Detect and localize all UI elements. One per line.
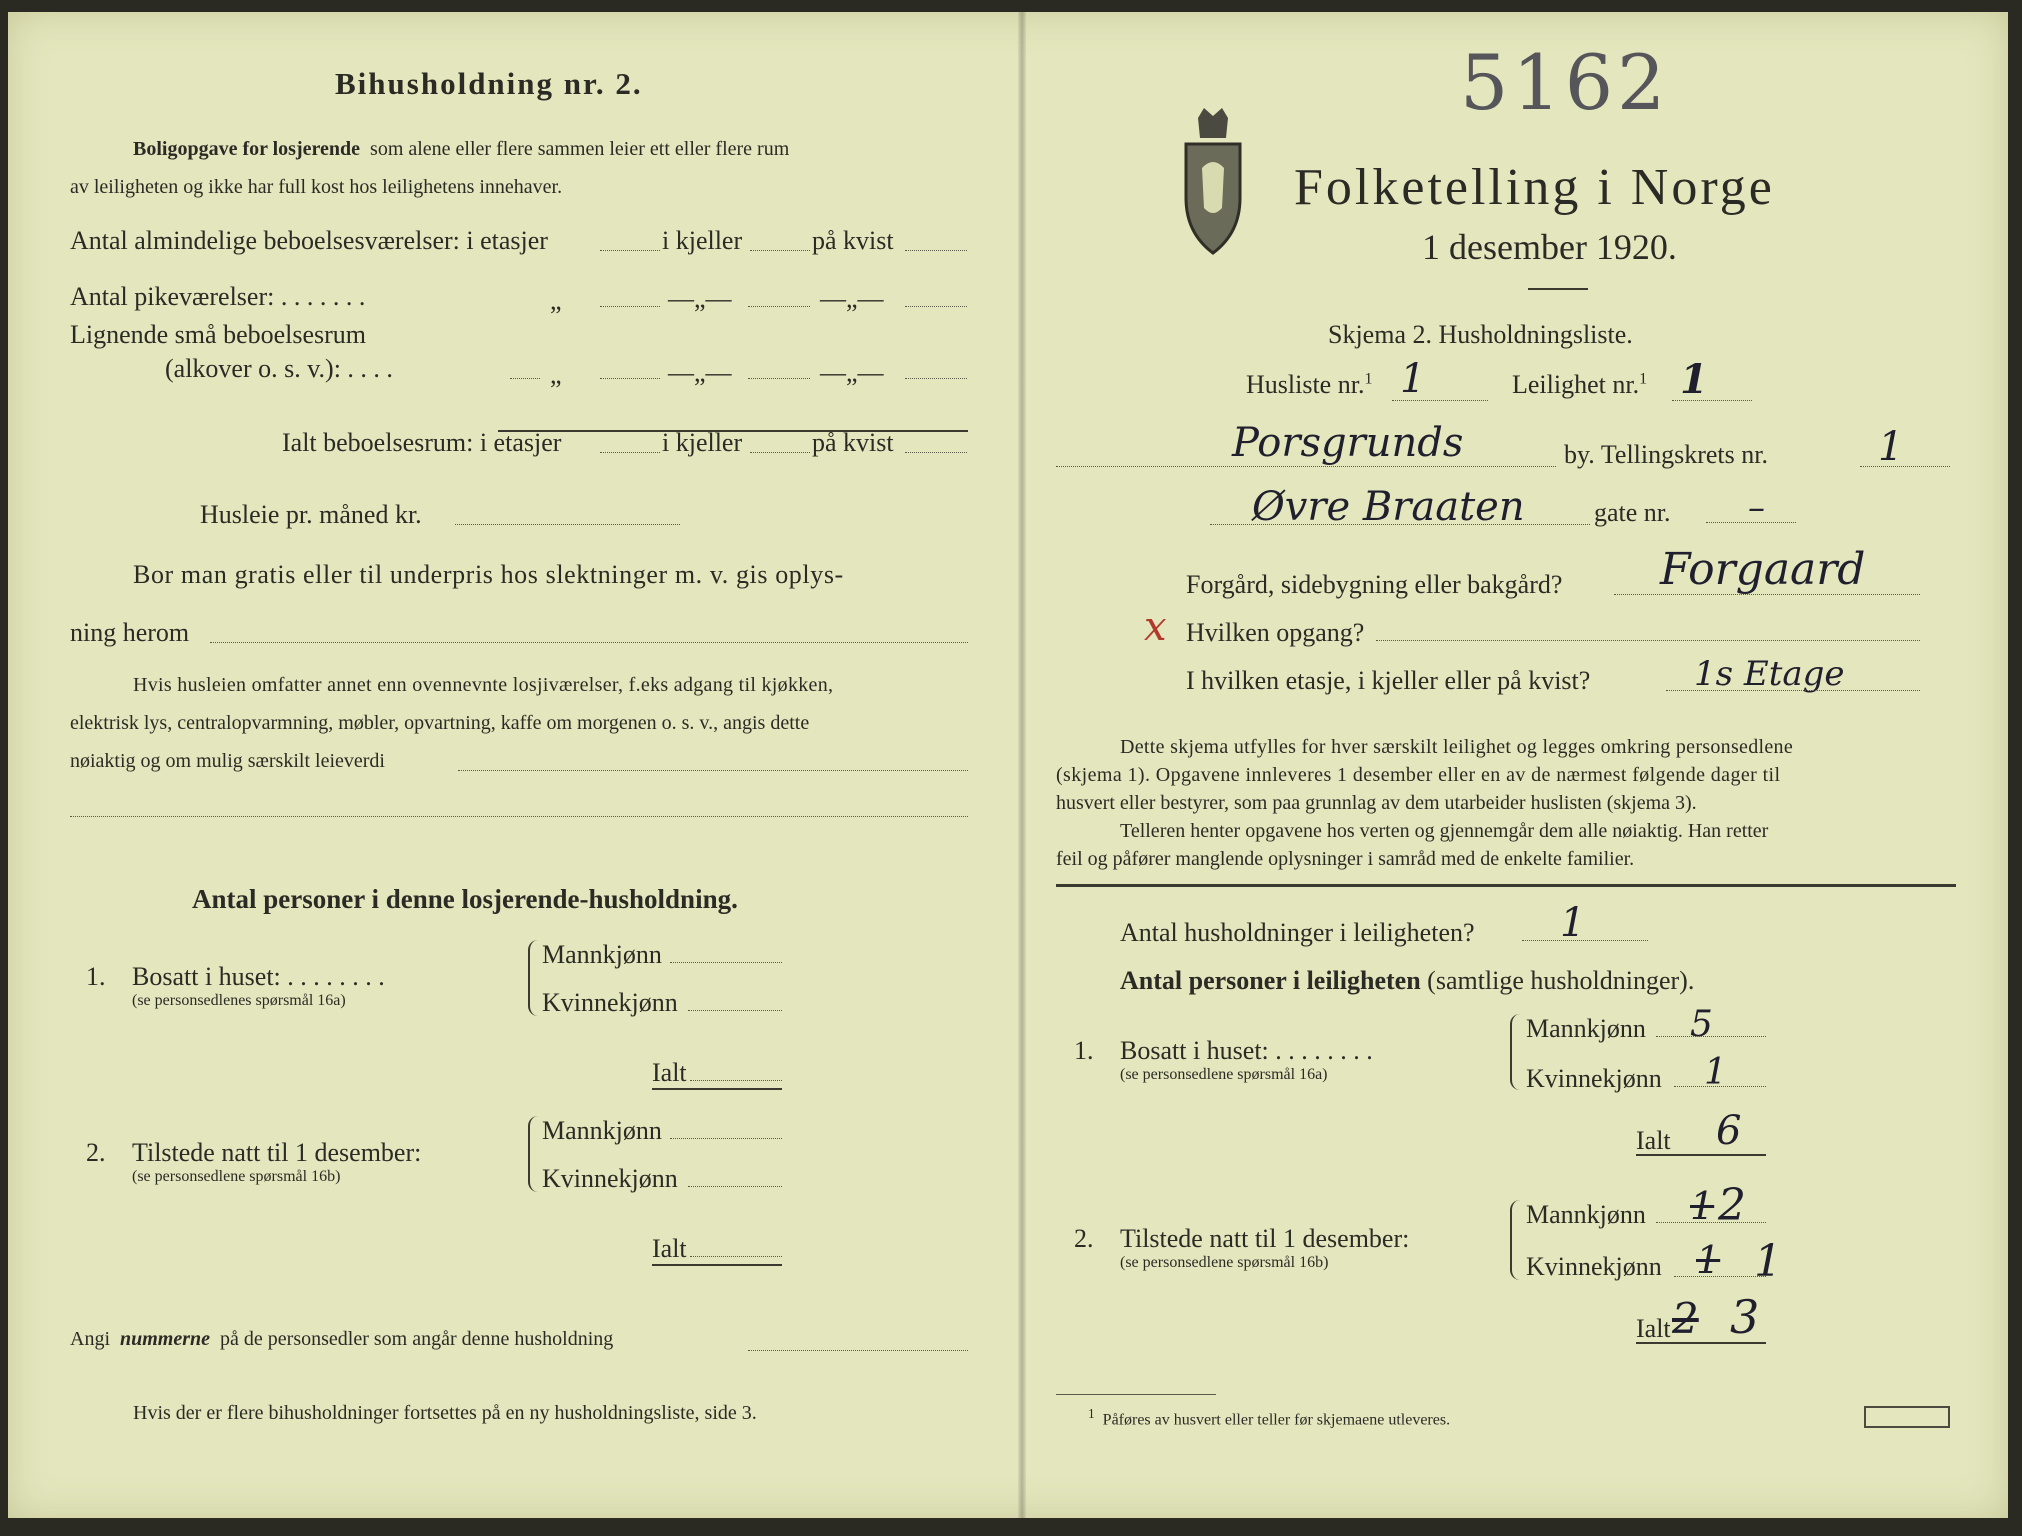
ialt-kvist-field[interactable]: [905, 452, 967, 453]
gratis-field[interactable]: [210, 642, 968, 643]
left-q1-label: Bosatt i huset: . . . . . . . .: [132, 962, 385, 991]
norway-coat-of-arms-icon: [1168, 108, 1258, 258]
right-q1-number: 1.: [1074, 1036, 1094, 1065]
pike-etasjer-field[interactable]: [600, 306, 660, 307]
intro-rest: som alene eller flere sammen leier ett eller flere rum: [370, 138, 790, 160]
title-divider: [1528, 288, 1588, 290]
right-q1-mann-label: Mannkjønn: [1526, 1014, 1646, 1043]
intro-line-1: [133, 138, 789, 161]
left-q2-mann-label: Mannkjønn: [542, 1116, 662, 1145]
small-etasjer-field[interactable]: [600, 378, 660, 379]
rooms-label: Antal almindelige beboelsesværelser: i etasjer: [70, 226, 548, 255]
left-q1-kvinne-label: Kvinnekjønn: [542, 988, 678, 1017]
rent-field[interactable]: [455, 524, 680, 525]
ialt-kvist-label: på kvist: [812, 428, 894, 457]
husliste-field: [1392, 400, 1488, 401]
pike-ditto-3: —„—: [820, 284, 884, 313]
footnote-divider: [1056, 1394, 1216, 1395]
pike-ditto-2: —„—: [668, 284, 732, 313]
left-q1-ialt-field[interactable]: [690, 1080, 782, 1081]
street-field: [1210, 524, 1590, 525]
rent-label: Husleie pr. måned kr.: [200, 500, 422, 529]
right-q2-sub: (se personsedlene spørsmål 16b): [1120, 1254, 1329, 1271]
husliste-footnote-mark: 1: [1364, 370, 1373, 388]
footnote-text: Påføres av husvert eller teller før skjemaene utleveres.: [1102, 1411, 1451, 1429]
right-q1-mann-field: [1656, 1036, 1766, 1037]
leilighet-footnote-mark: 1: [1639, 370, 1648, 388]
right-q1-ialt-label: Ialt: [1636, 1126, 1671, 1155]
small-rooms-pre-field[interactable]: [510, 378, 540, 379]
etasje-field: [1666, 690, 1920, 691]
instruction-line-1: Dette skjema utfylles for hver særskilt leilighet og legges omkring personsedlene: [1120, 736, 1794, 758]
right-q2-kvinne-struck: 1: [1696, 1238, 1721, 1282]
right-q2-ialt-value[interactable]: 3: [1730, 1290, 1760, 1344]
left-q2-sub: (se personsedlene spørsmål 16b): [132, 1168, 341, 1185]
pike-ditto-1: „: [550, 286, 562, 315]
gate-value[interactable]: –: [1748, 488, 1765, 528]
pike-kvist-field[interactable]: [905, 306, 967, 307]
right-q2-mann-value[interactable]: 2: [1718, 1180, 1746, 1231]
left-q1-brace: [528, 940, 540, 1016]
right-q2-kvinne-value[interactable]: 1: [1754, 1236, 1782, 1287]
red-x-mark: x: [1144, 604, 1167, 650]
left-q1-ialt-rule: [652, 1088, 782, 1090]
right-q2-mann-struck: 1: [1690, 1184, 1715, 1228]
left-q2-label: Tilstede natt til 1 desember:: [132, 1138, 422, 1167]
pike-kjeller-field[interactable]: [748, 306, 810, 307]
forgard-label: Forgård, sidebygning eller bakgård?: [1186, 570, 1563, 599]
hush-value[interactable]: 1: [1560, 900, 1586, 946]
left-q2-ialt-field[interactable]: [690, 1256, 782, 1257]
small-ditto-1: „: [550, 360, 562, 389]
right-q2-ialt-rule: [1636, 1342, 1766, 1344]
forgard-value[interactable]: Forgaard: [1660, 544, 1866, 595]
small-rooms-label-2: (alkover o. s. v.): . . . .: [165, 354, 393, 383]
right-title: Folketelling i Norge: [1294, 159, 1775, 216]
instruction-line-5: feil og påfører manglende oplysninger i samråd med de enkelte familier.: [1056, 848, 1635, 870]
etasje-label: I hvilken etasje, i kjeller eller på kvist?: [1186, 666, 1591, 695]
ialt-kjeller-field[interactable]: [750, 452, 810, 453]
hush-label: Antal husholdninger i leiligheten?: [1120, 918, 1475, 947]
gratis-line-1: Bor man gratis eller til underpris hos slektninger m. v. gis oplys-: [133, 560, 844, 589]
left-q2-mann-field[interactable]: [670, 1138, 782, 1139]
right-q1-kvinne-label: Kvinnekjønn: [1526, 1064, 1662, 1093]
leieverdi-field-2[interactable]: [70, 816, 968, 817]
small-rooms-label-1: Lignende små beboelsesrum: [70, 320, 367, 349]
left-q1-ialt-label: Ialt: [652, 1058, 687, 1087]
leilighet-value[interactable]: 1: [1680, 356, 1708, 403]
ialt-rooms-label: Ialt beboelsesrum: i etasjer: [282, 428, 562, 457]
right-date: 1 desember 1920.: [1422, 227, 1677, 267]
street-value[interactable]: Øvre Braaten: [1252, 484, 1525, 530]
angi-line: [70, 1328, 613, 1351]
instruction-line-4: Telleren henter opgavene hos verten og gjennemgår dem alle nøiaktig. Han retter: [1120, 820, 1769, 842]
small-note-1: Hvis husleien omfatter annet enn ovennevnte losjiværelser, f.eks adgang til kjøkken,: [133, 674, 834, 696]
etasje-value[interactable]: 1s Etage: [1694, 654, 1845, 694]
right-q1-kvinne-field: [1674, 1086, 1766, 1087]
angi-pre: Angi: [70, 1328, 110, 1350]
left-q2-kvinne-field[interactable]: [688, 1186, 782, 1187]
right-persons-bold: Antal personer i leiligheten: [1120, 966, 1421, 995]
footnote: [1088, 1406, 1450, 1429]
printer-stamp-icon: [1864, 1406, 1950, 1428]
right-q2-mann-label: Mannkjønn: [1526, 1200, 1646, 1229]
angi-field[interactable]: [748, 1350, 968, 1351]
left-title: Bihusholdning nr. 2.: [335, 66, 643, 101]
pike-label: Antal pikeværelser: . . . . . . .: [70, 282, 366, 311]
rooms-etasjer-field[interactable]: [600, 250, 660, 251]
instructions-divider: [1056, 884, 1956, 887]
instruction-line-3: husvert eller bestyrer, som paa grunnlag av dem utarbeider huslisten (skjema 3).: [1056, 792, 1697, 814]
right-q1-mann-value[interactable]: 5: [1690, 1004, 1713, 1045]
town-field: [1056, 466, 1556, 467]
left-q1-mann-label: Mannkjønn: [542, 940, 662, 969]
left-persons-heading: Antal personer i denne losjerende-husholdning.: [192, 884, 738, 914]
left-q1-mann-field[interactable]: [670, 962, 782, 963]
left-q2-ialt-label: Ialt: [652, 1234, 687, 1263]
left-q2-kvinne-label: Kvinnekjønn: [542, 1164, 678, 1193]
forgard-field: [1614, 594, 1920, 595]
intro-line-2: av leiligheten og ikke har full kost hos leilighetens innehaver.: [70, 176, 563, 198]
ialt-etasjer-field[interactable]: [600, 452, 660, 453]
right-q1-ialt-rule: [1636, 1154, 1766, 1156]
rooms-kjeller-field[interactable]: [750, 250, 810, 251]
right-persons-rest: (samtlige husholdninger).: [1427, 966, 1695, 995]
small-kjeller-field[interactable]: [748, 378, 810, 379]
right-q2-kvinne-field: [1674, 1276, 1766, 1277]
intro-bold: Boligopgave for losjerende: [133, 138, 361, 160]
right-q2-kvinne-label: Kvinnekjønn: [1526, 1252, 1662, 1281]
right-q1-ialt-value[interactable]: 6: [1716, 1108, 1742, 1154]
husliste-value[interactable]: 1: [1400, 356, 1426, 402]
right-q2-ialt-struck: 2: [1672, 1294, 1699, 1343]
archive-number: 5162: [1460, 38, 1670, 127]
leilighet-field: [1672, 400, 1752, 401]
right-q1-kvinne-value[interactable]: 1: [1704, 1052, 1727, 1093]
rooms-kjeller-label: i kjeller: [662, 226, 743, 255]
krets-field: [1860, 466, 1950, 467]
right-q1-sub: (se personsedlene spørsmål 16a): [1120, 1066, 1328, 1083]
right-q2-brace: [1510, 1200, 1522, 1280]
gate-label: gate nr.: [1594, 498, 1671, 527]
angi-rest: på de personsedler som angår denne husholdning: [220, 1328, 614, 1350]
leilighet-text: Leilighet nr.: [1512, 370, 1640, 399]
instruction-line-2: (skjema 1). Opgavene innleveres 1 desember eller en av de nærmest følgende dager til: [1056, 764, 1781, 786]
right-q1-brace: [1510, 1014, 1522, 1090]
gratis-line-2: ning herom: [70, 618, 190, 647]
left-q1-kvinne-field[interactable]: [688, 1010, 782, 1011]
left-q1-sub: (se personsedlenes spørsmål 16a): [132, 992, 346, 1009]
small-ditto-3: —„—: [820, 358, 884, 387]
rooms-kvist-label: på kvist: [812, 226, 894, 255]
rooms-kvist-field[interactable]: [905, 250, 967, 251]
small-note-2: elektrisk lys, centralopvarmning, møbler, opvartning, kaffe om morgenen o. s. v., angis dette: [70, 712, 810, 734]
right-q1-label: Bosatt i huset: . . . . . . . .: [1120, 1036, 1373, 1065]
opgang-field[interactable]: [1376, 640, 1920, 641]
leilighet-label: [1512, 370, 1647, 400]
left-q2-ialt-rule: [652, 1264, 782, 1266]
small-note-3: nøiaktig og om mulig særskilt leieverdi: [70, 750, 385, 772]
footnote-mark: 1: [1088, 1406, 1095, 1421]
left-q2-brace: [528, 1116, 540, 1192]
angi-bold: nummerne: [120, 1328, 211, 1350]
husliste-text: Husliste nr.: [1246, 370, 1365, 399]
opgang-label: Hvilken opgang?: [1186, 618, 1365, 647]
leieverdi-field[interactable]: [458, 770, 968, 771]
small-kvist-field[interactable]: [905, 378, 967, 379]
ialt-kjeller-label: i kjeller: [662, 428, 743, 457]
left-q2-number: 2.: [86, 1138, 106, 1167]
right-q2-label: Tilstede natt til 1 desember:: [1120, 1224, 1410, 1253]
small-ditto-2: —„—: [668, 358, 732, 387]
schema-label: Skjema 2. Husholdningsliste.: [1328, 320, 1633, 349]
left-q1-number: 1.: [86, 962, 106, 991]
hush-field: [1522, 940, 1648, 941]
by-krets-label: by. Tellingskrets nr.: [1564, 440, 1769, 469]
right-persons-heading: [1120, 966, 1694, 996]
town-value[interactable]: Porsgrunds: [1232, 420, 1464, 466]
husliste-label: [1246, 370, 1372, 400]
krets-value[interactable]: 1: [1878, 424, 1904, 470]
page-fold: [1018, 12, 1026, 1518]
left-footer: Hvis der er flere bihusholdninger fortsettes på en ny husholdningsliste, side 3.: [133, 1402, 757, 1424]
right-q2-number: 2.: [1074, 1224, 1094, 1253]
gate-field: [1706, 522, 1796, 523]
right-q2-ialt-label: Ialt: [1636, 1314, 1671, 1343]
right-q2-mann-field: [1656, 1222, 1766, 1223]
